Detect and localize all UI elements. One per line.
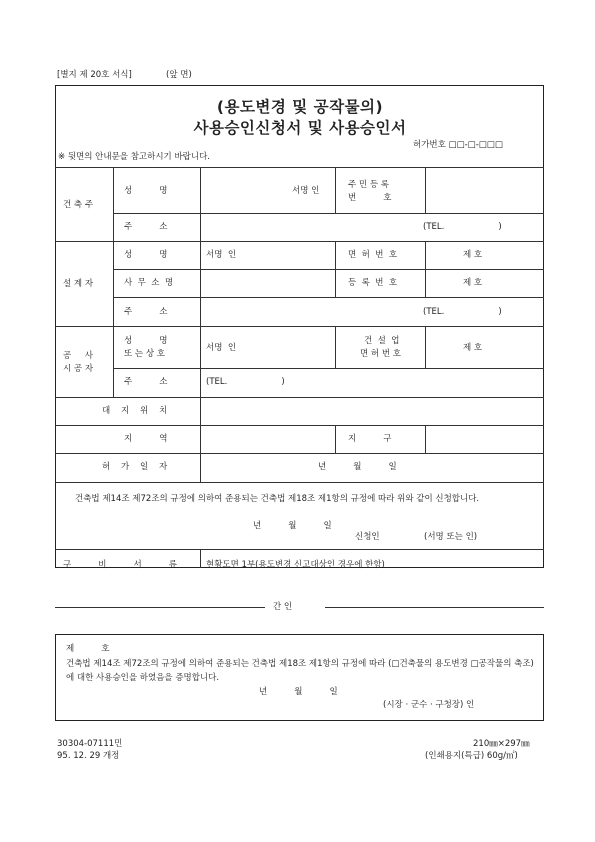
form-title-line1: (용도변경 및 공작물의) — [216, 98, 384, 116]
zone-label: 지 역 — [124, 434, 168, 444]
page-side-label: (앞 면) — [166, 70, 192, 80]
designer-reg-label: 등 록 번 호 — [348, 278, 398, 288]
paper-size: 210㎜×297㎜ — [473, 739, 530, 749]
contractor-name-label-1: 성 명 — [124, 336, 168, 346]
certificate-statement: 건축법 제14조 제72조의 규정에 의하여 준용되는 건축법 제18조 제1항의 규정에 따라 (□건축물의 용도변경 □공작물의 축조)에 대한 사용승인을 하였음을 증명합니다. — [66, 659, 534, 683]
form-code: 30304-07111민 — [57, 739, 123, 749]
application-statement: 건축법 제14조 제72조의 규정에 의하여 준용되는 건축법 제18조 제1항의 규정에 따라 위와 같이 신청합니다. — [75, 494, 480, 504]
paper-type: (인쇄용지(특급) 60g/㎡) — [425, 751, 518, 761]
owner-sign-label: 서명 인 — [292, 186, 320, 196]
district-label: 지 구 — [348, 434, 392, 444]
owner-address-label: 주 소 — [124, 222, 168, 232]
contractor-license-label-2: 면 허 번 호 — [360, 349, 401, 359]
owner-name-label: 성 명 — [124, 186, 168, 196]
form-title-line2: 사용승인신청서 및 사용승인서 — [193, 119, 407, 137]
designer-license-label: 면 허 번 호 — [348, 250, 398, 260]
designer-name-label: 성 명 — [124, 250, 168, 260]
revision-date: 95. 12. 29 개정 — [57, 751, 120, 761]
certificate-number: 제 호 — [66, 644, 110, 654]
designer-reg-value: 제 호 — [463, 278, 483, 288]
documents-label: 구 비 서 류 — [63, 560, 177, 570]
designer-section-label: 설 계 자 — [63, 279, 94, 289]
seal-divider-label: 간 인 — [273, 602, 293, 612]
permit-number-label: 허가번호 □□-□-□□□ — [413, 140, 503, 150]
contractor-license-label-1: 건 설 업 — [364, 336, 400, 346]
documents-value: 현황도면 1부(용도변경 신고대상인 경우에 한함) — [206, 560, 385, 570]
contractor-section-label-2: 시 공 자 — [63, 364, 94, 374]
designer-tel: (TEL. ) — [423, 307, 502, 317]
site-location-label: 대 지 위 치 — [102, 406, 168, 416]
designer-sign-label: 서명 인 — [206, 250, 237, 260]
designer-address-label: 주 소 — [124, 307, 168, 317]
form-number-label: [별지 제 20호 서식] — [57, 70, 132, 80]
owner-reg-label-1: 주 민 등 록 — [348, 180, 389, 190]
designer-license-value: 제 호 — [463, 250, 483, 260]
designer-office-label: 사 무 소 명 — [124, 278, 174, 288]
contractor-tel: (TEL. ) — [206, 377, 285, 387]
owner-reg-label-2: 번 호 — [348, 193, 392, 203]
owner-section-label: 건 축 주 — [63, 200, 94, 210]
application-date: 년 월 일 — [253, 521, 332, 531]
permit-date-value: 년 월 일 — [318, 462, 397, 472]
contractor-license-value: 제 호 — [463, 343, 483, 353]
owner-tel: (TEL. ) — [423, 222, 502, 232]
contractor-name-label-2: 또 는 상 호 — [124, 349, 165, 359]
reference-note: ※ 뒷면의 안내문을 참고하시기 바랍니다. — [58, 152, 211, 162]
contractor-section-label-1: 공 사 — [63, 351, 93, 361]
applicant-label: 신청인 — [355, 532, 380, 542]
permit-date-label: 허 가 일 자 — [102, 462, 168, 472]
contractor-address-label: 주 소 — [124, 377, 168, 387]
issuer-seal: (시장 · 군수 · 구청장) 인 — [383, 700, 475, 710]
certificate-date: 년 월 일 — [259, 687, 338, 697]
applicant-sign: (서명 또는 인) — [424, 532, 478, 542]
contractor-sign-label: 서명 인 — [206, 343, 237, 353]
